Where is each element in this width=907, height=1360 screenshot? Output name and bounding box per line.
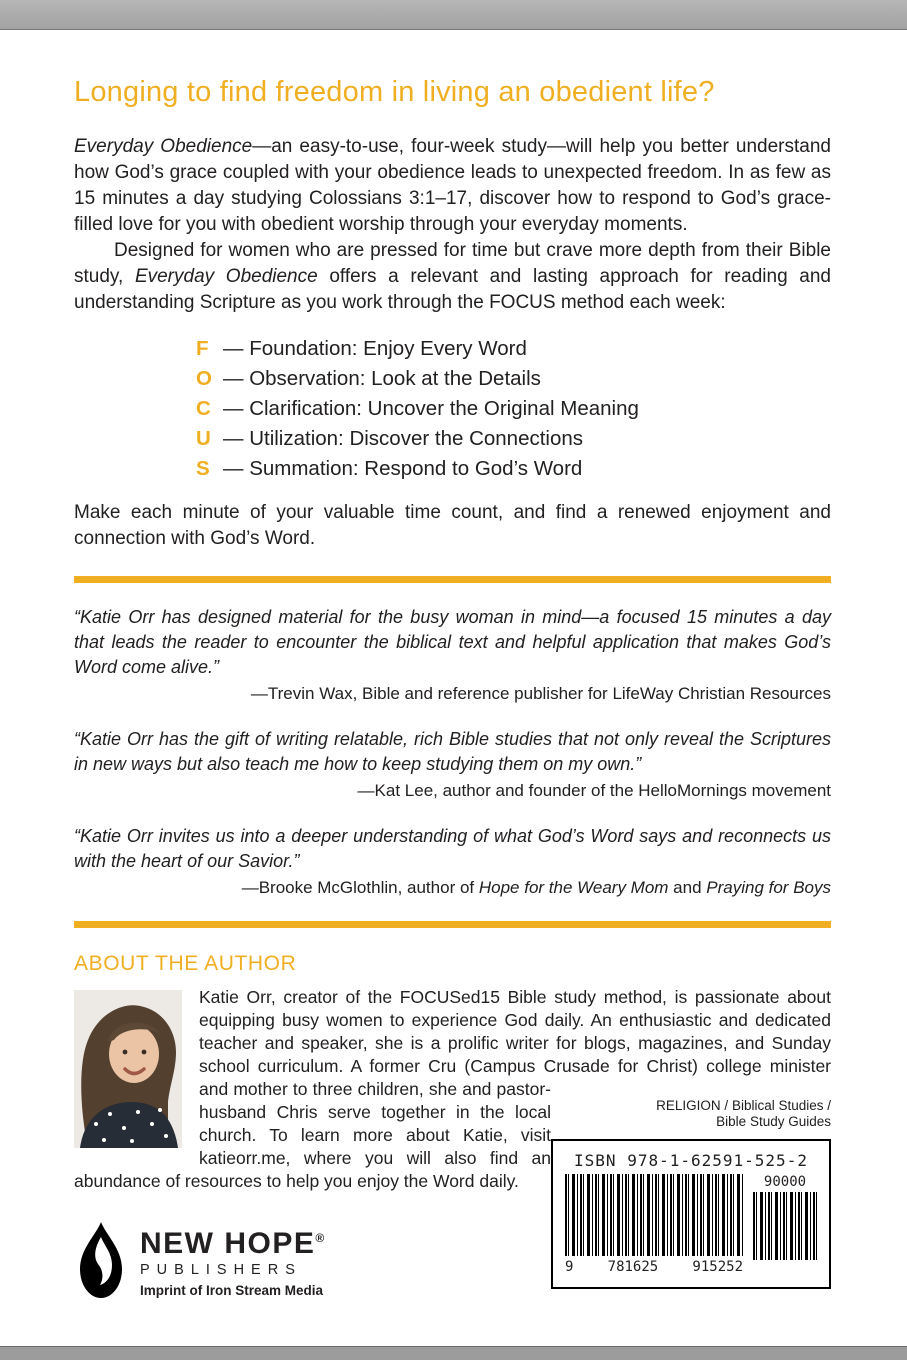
- attribution-conjunction: and: [668, 878, 707, 897]
- testimonial-attribution: —Kat Lee, author and founder of the HelloMornings movement: [357, 781, 831, 800]
- testimonial-attribution: [74, 877, 831, 899]
- focus-item-observation: [196, 364, 831, 394]
- barcode-digits-group-2: 915252: [692, 1259, 743, 1275]
- about-author-section: [74, 986, 831, 1299]
- author-photo: [74, 990, 182, 1148]
- focus-text-summation: — Summation: Respond to God’s Word: [223, 457, 583, 480]
- bisac-category: [551, 1098, 831, 1130]
- focus-letter-s: S: [196, 457, 210, 480]
- publisher-imprint: Imprint of Iron Stream Media: [140, 1283, 324, 1298]
- barcode-digits-group-1: 781625: [607, 1259, 659, 1275]
- closing-paragraph: Make each minute of your valuable time count, and find a renewed enjoyment and connection with God’s Word.: [74, 502, 831, 549]
- focus-method-list: [196, 334, 831, 484]
- barcode-row: [565, 1174, 817, 1275]
- barcode-bars: [565, 1174, 743, 1256]
- category-line-1: RELIGION / Biblical Studies /: [656, 1098, 831, 1113]
- testimonial-quote: “Katie Orr has the gift of writing relatable, rich Bible studies that not only reveal the Scriptures in new ways but also teach me how to keep studying them on my own.”: [74, 729, 831, 774]
- testimonial-trevin-wax: [74, 605, 831, 705]
- publisher-name: [140, 1222, 326, 1260]
- about-author-text: Katie Orr, creator of the FOCUSed15 Bible study method, is passionate about equipping busy women to experience God daily. An enthusiastic and dedicated teacher and speaker, she is a prolific writer for blogs, magazines, and Sunday school curriculum. A former Cru (Campus Crusade for Christ) college minister and mother to three children, she and pastor-husband Chris serve together in the local church. To learn more about Katie, visit katieorr.me, where you will also find an abundance of resources to help you enjoy the Word daily.: [74, 987, 831, 1191]
- focus-letter-u: U: [196, 427, 211, 450]
- headline: Longing to find freedom in living an obedient life?: [74, 76, 715, 108]
- book-title-italic: Everyday Obedience: [134, 266, 318, 287]
- focus-text-observation: — Observation: Look at the Details: [223, 367, 541, 390]
- testimonial-quote: “Katie Orr has designed material for the busy woman in mind—a focused 15 minutes a day that leads the reader to encounter the biblical text and helpful application that makes God’s Word come alive.”: [74, 607, 831, 677]
- focus-text-utilization: — Utilization: Discover the Connections: [223, 427, 584, 450]
- focus-letter-f: F: [196, 337, 209, 360]
- barcode-digits: [565, 1259, 743, 1275]
- background-band-top: [0, 0, 907, 30]
- isbn-barcode-box: [551, 1139, 831, 1289]
- ean5-addon-barcode: [753, 1174, 817, 1275]
- testimonial-attribution: —Trevin Wax, Bible and reference publisher for LifeWay Christian Resources: [250, 684, 831, 703]
- background-band-bottom: [0, 1346, 907, 1360]
- publisher-name-text: NEW HOPE: [140, 1227, 316, 1260]
- ean13-barcode: [565, 1174, 743, 1275]
- book-title-italic: Everyday Obedience: [74, 136, 253, 157]
- publisher-logo-block: [74, 1221, 394, 1299]
- publisher-text: [140, 1222, 326, 1298]
- book-title-italic: Hope for the Weary Mom: [478, 878, 669, 897]
- testimonial-quote: “Katie Orr invites us into a deeper understanding of what God’s Word says and reconnects us with the heart of our Savior.”: [74, 826, 831, 871]
- new-hope-flame-icon: [74, 1221, 128, 1299]
- gold-divider-rule: [74, 921, 831, 928]
- focus-text-foundation: — Foundation: Enjoy Every Word: [223, 337, 527, 360]
- intro-paragraph-2: [74, 238, 831, 316]
- focus-item-utilization: [196, 424, 831, 454]
- intro-paragraph-1: [74, 134, 831, 238]
- about-the-author-heading: ABOUT THE AUTHOR: [74, 952, 297, 975]
- registered-mark: ®: [315, 1231, 326, 1245]
- focus-item-clarification: [196, 394, 831, 424]
- isbn-number: ISBN 978-1-62591-525-2: [574, 1151, 808, 1170]
- intro-paragraph-2-rest: offers a relevant and lasting approach for reading and understanding Scripture as you work through the FOCUS method each week:: [74, 266, 831, 313]
- attribution-prefix: —Brooke McGlothlin, author of: [241, 878, 479, 897]
- testimonial-brooke-mcglothlin: [74, 824, 831, 899]
- gold-divider-rule: [74, 576, 831, 583]
- book-title-italic: Praying for Boys: [706, 878, 831, 897]
- back-cover: [0, 30, 907, 1346]
- testimonial-kat-lee: [74, 727, 831, 802]
- focus-letter-o: O: [196, 367, 212, 390]
- intro-paragraph-2-start: Designed for women who are pressed for time but crave more depth from their Bible study,: [74, 240, 831, 287]
- focus-item-summation: [196, 454, 831, 484]
- category-line-2: Bible Study Guides: [716, 1114, 831, 1129]
- publisher-type: PUBLISHERS: [140, 1262, 302, 1278]
- focus-letter-c: C: [196, 397, 211, 420]
- price-addon-code: 90000: [763, 1174, 807, 1190]
- addon-barcode-bars: [753, 1192, 817, 1260]
- barcode-column: [551, 1098, 831, 1289]
- focus-text-clarification: — Clarification: Uncover the Original Meaning: [223, 397, 639, 420]
- barcode-digit-lead: 9: [565, 1259, 574, 1275]
- focus-item-foundation: [196, 334, 831, 364]
- intro-paragraph-1-text: —an easy-to-use, four-week study—will help you better understand how God’s grace coupled with your obedience leads to unexpected freedom. In as few as 15 minutes a day studying Colossians 3:1–17, discover how to respond to God’s grace-filled love for you with obedient worship through your everyday moments.: [74, 136, 831, 235]
